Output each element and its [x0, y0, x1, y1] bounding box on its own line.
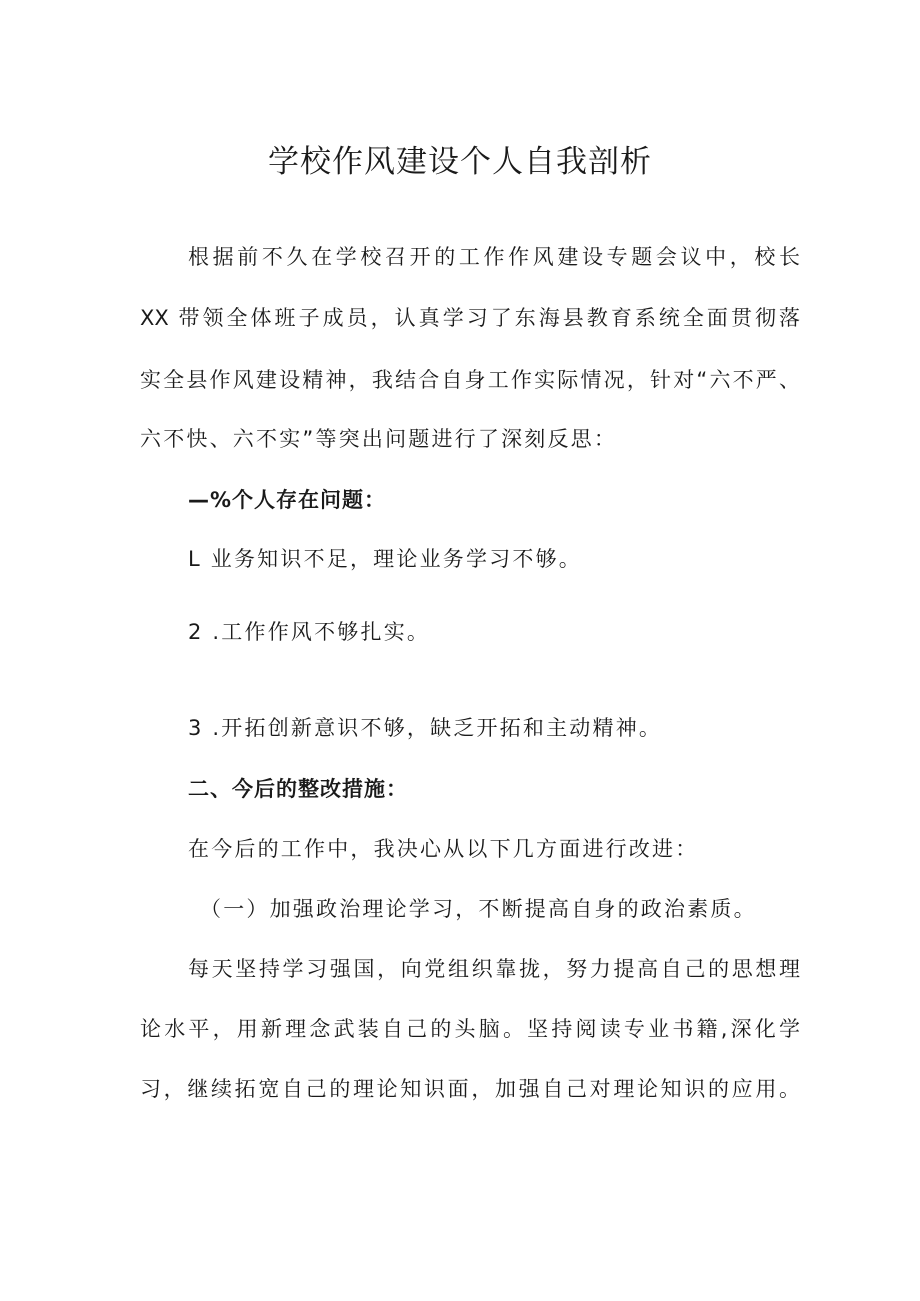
- problem-item-2: 2 .工作作风不够扎实。: [188, 620, 431, 644]
- section-1-heading: —%个人存在问题：: [188, 488, 387, 512]
- measure-1-line-1: 每天坚持学习强国，向党组织靠拢，努力提高自己的思想理: [188, 957, 800, 981]
- measure-1-line-2: 论水平，用新理念武装自己的头脑。坚持阅读专业书籍,深化学: [140, 1017, 800, 1041]
- intro-line-3: 实全县作风建设精神，我结合自身工作实际情况，针对“六不严、: [140, 368, 800, 392]
- problem-item-3: 3 .开拓创新意识不够，缺乏开拓和主动精神。: [188, 716, 663, 740]
- document-title: 学校作风建设个人自我剖析: [268, 144, 652, 180]
- section-2-intro: 在今后的工作中，我决心从以下几方面进行改进：: [188, 837, 699, 861]
- measure-1-heading: （一）加强政治理论学习，不断提高自身的政治素质。: [200, 897, 757, 921]
- intro-line-2: XX 带领全体班子成员，认真学习了东海县教育系统全面贯彻落: [140, 306, 800, 330]
- section-2-heading: 二、今后的整改措施：: [188, 777, 408, 801]
- problem-item-1: L 业务知识不足，理论业务学习不够。: [188, 547, 582, 571]
- intro-line-1: 根据前不久在学校召开的工作作风建设专题会议中，校长: [188, 245, 800, 269]
- intro-line-4: 六不快、六不实”等突出问题进行了深刻反思：: [140, 427, 618, 451]
- measure-1-line-3: 习，继续拓宽自己的理论知识面，加强自己对理论知识的应用。: [140, 1077, 800, 1101]
